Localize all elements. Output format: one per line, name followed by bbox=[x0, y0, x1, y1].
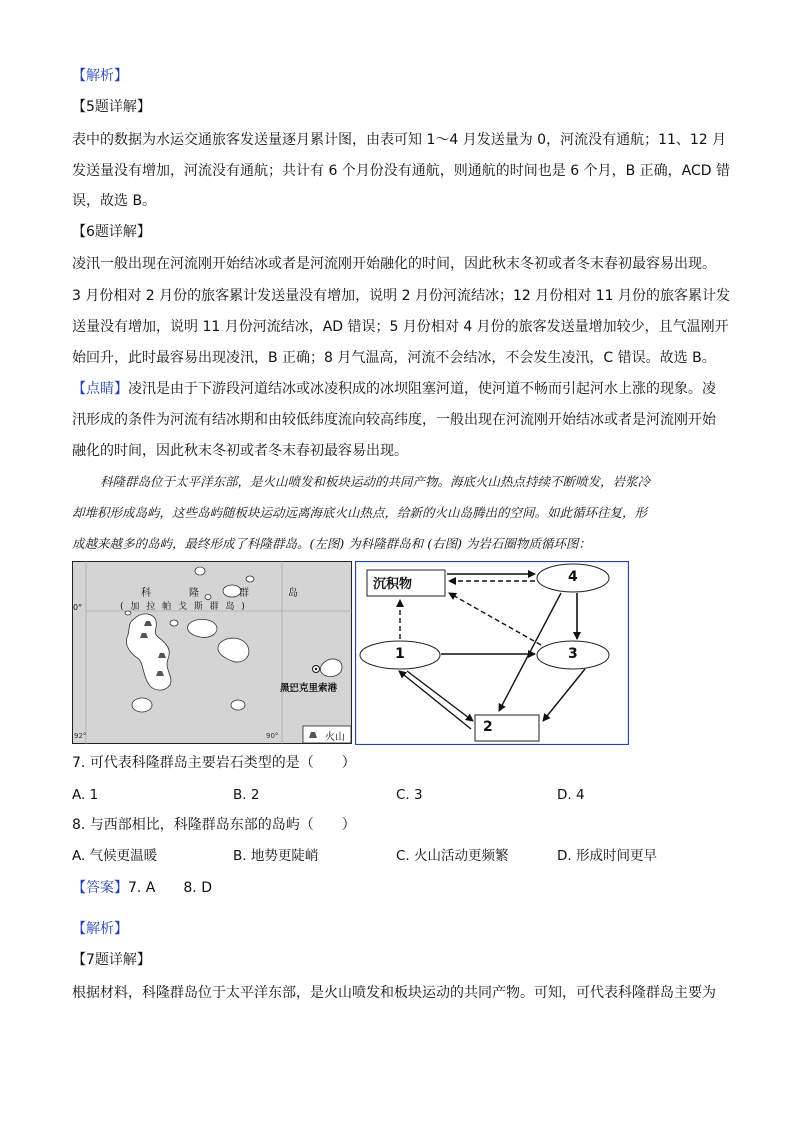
q7-stem: 7. 可代表科隆群岛主要岩石类型的是（ ） bbox=[72, 755, 356, 771]
key-points-line bbox=[72, 379, 716, 399]
material-line: 科隆群岛位于太平洋东部，是火山喷发和板块运动的共同产物。海底火山热点持续不断喷发，岩浆冷 bbox=[100, 474, 651, 489]
longitude-left-label: 92° bbox=[74, 732, 87, 740]
q7-option-c: C. 3 bbox=[396, 787, 423, 803]
answer-line bbox=[72, 878, 212, 898]
q5-line: 发送量没有增加，河流没有通航；共计有 6 个月份没有通航，则通航的时间也是 6 个月，B 正确，ACD 错 bbox=[72, 163, 731, 179]
q5-line: 误，故选 B。 bbox=[72, 193, 157, 209]
q8-option-a: A. 气候更温暖 bbox=[72, 848, 158, 864]
legend-volcano-label: 火山 bbox=[325, 732, 345, 743]
node-2-label: 2 bbox=[483, 719, 493, 735]
key-points-label: 【点睛】 bbox=[72, 381, 128, 397]
analysis-heading-2: 【解析】 bbox=[72, 921, 128, 937]
analysis-heading: 【解析】 bbox=[72, 68, 128, 84]
galapagos-map bbox=[72, 561, 352, 744]
latitude-label: 0° bbox=[73, 603, 83, 612]
q7-detail-line: 根据材料，科隆群岛位于太平洋东部，是火山喷发和板块运动的共同产物。可知，可代表科隆群岛主要为 bbox=[72, 985, 716, 1001]
q8-option-b: B. 地势更陡峭 bbox=[233, 848, 319, 864]
answer-text: 7. A 8. D bbox=[128, 880, 212, 896]
answer-label: 【答案】 bbox=[72, 880, 128, 896]
node-3-label: 3 bbox=[568, 646, 578, 662]
port-label: 黑巴克里索港 bbox=[280, 683, 338, 694]
q6-line: 凌汛一般出现在河流刚开始结冰或者是河流刚开始融化的时间，因此秋末冬初或者冬末春初最容易出现。 bbox=[72, 256, 716, 272]
q6-heading: 【6题详解】 bbox=[72, 224, 151, 240]
q7-detail-heading: 【7题详解】 bbox=[72, 952, 151, 968]
q6-line: 3 月份相对 2 月份的旅客累计发送量没有增加，说明 2 月份河流结冰；12 月份相对 11 月份的旅客累计发 bbox=[72, 288, 730, 304]
map-subtitle: ( 加 拉 帕 戈 斯 群 岛 ) bbox=[120, 602, 247, 612]
node-4-label: 4 bbox=[568, 569, 578, 585]
q8-stem: 8. 与西部相比，科隆群岛东部的岛屿（ ） bbox=[72, 817, 356, 833]
q6-line: 始回升，此时最容易出现凌汛，B 正确；8 月气温高，河流不会结冰，不会发生凌汛，C 错误。故选 B。 bbox=[72, 350, 716, 366]
rock-cycle-diagram bbox=[355, 561, 629, 745]
q7-option-a: A. 1 bbox=[72, 787, 99, 803]
key-points-line: 汛形成的条件为河流有结冰期和由较低纬度流向较高纬度，一般出现在河流刚开始结冰或者是河流刚开始 bbox=[72, 412, 716, 428]
q8-option-c: C. 火山活动更频繁 bbox=[396, 848, 509, 864]
map-title-char: 隆 bbox=[189, 588, 199, 599]
map-title-char: 群 bbox=[239, 588, 249, 599]
q7-option-d: D. 4 bbox=[557, 787, 585, 803]
material-line: 却堆积形成岛屿，这些岛屿随板块运动远离海底火山热点，给新的火山岛腾出的空间。如此循环往复，形 bbox=[72, 505, 648, 520]
map-title-char: 岛 bbox=[288, 588, 298, 599]
node-1-label: 1 bbox=[395, 646, 405, 662]
longitude-right-label: 90° bbox=[266, 732, 279, 740]
q7-option-b: B. 2 bbox=[233, 787, 260, 803]
map-title-char: 科 bbox=[141, 588, 151, 599]
q6-line: 送量没有增加，说明 11 月份河流结冰，AD 错误；5 月份相对 4 月份的旅客发送量增加较少，且气温刚开 bbox=[72, 319, 729, 335]
sediment-label: 沉积物 bbox=[373, 577, 413, 592]
q5-line: 表中的数据为水运交通旅客发送量逐月累计图，由表可知 1～4 月发送量为 0，河流没有通航；11、12 月 bbox=[72, 132, 727, 148]
key-points-line: 融化的时间，因此秋末冬初或者冬末春初最容易出现。 bbox=[72, 443, 408, 459]
q5-heading: 【5题详解】 bbox=[72, 99, 151, 115]
q8-option-d: D. 形成时间更早 bbox=[557, 848, 657, 864]
key-points-text: 凌汛是由于下游段河道结冰或冰凌积成的冰坝阻塞河道，使河道不畅而引起河水上涨的现象。凌 bbox=[128, 381, 716, 397]
material-line: 成越来越多的岛屿，最终形成了科隆群岛。(左图) 为科隆群岛和 (右图) 为岩石圈物质循环图： bbox=[72, 536, 591, 551]
